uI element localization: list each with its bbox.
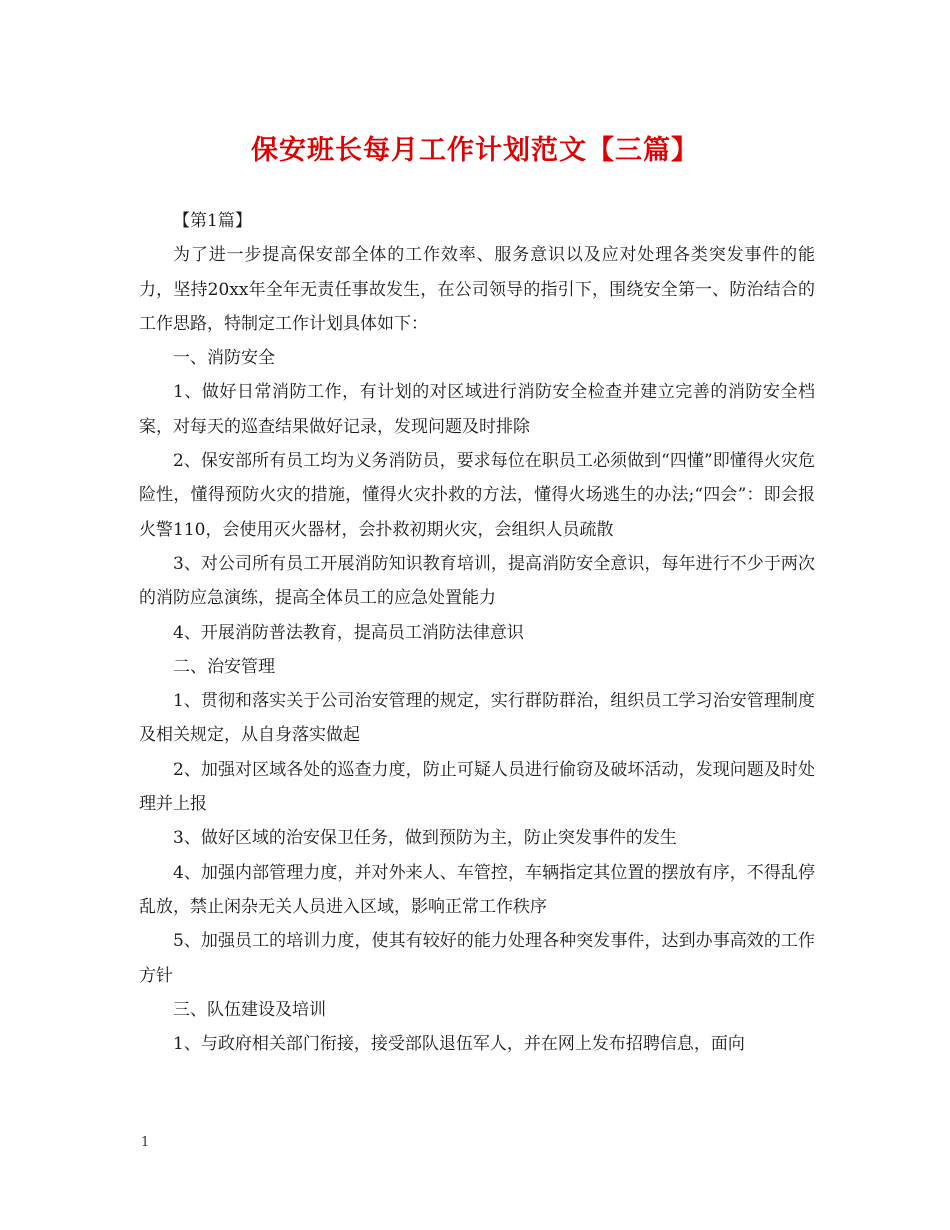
page-number: 1 [141, 1135, 150, 1150]
document-body [139, 204, 815, 1061]
list-item: 4、开展消防普法教育，提高员工消防法律意识 [173, 622, 524, 643]
section-heading: 【第1篇】 [173, 211, 252, 231]
list-item: 1、与政府相关部门衔接，接受部队退伍军人，并在网上发布招聘信息，面向 [173, 1034, 745, 1055]
section-heading: 二、治安管理 [173, 656, 275, 677]
list-item: 2、加强对区域各处的巡查力度，防止可疑人员进行偷窃及破坏活动，发现问题及时处理并上报 [139, 759, 815, 815]
list-item: 2、保安部所有员工均为义务消防员，要求每位在职员工必须做到“四懂”即懂得火灾危险性，懂得预防火灾的措施，懂得火灾扑救的方法，懂得火场逃生的办法;“四会”：即会报火警110，会使用灭火器材，会扑救初期火灾，会组织人员疏散 [139, 451, 815, 540]
list-item: 5、加强员工的培训力度，使其有较好的能力处理各种突发事件，达到办事高效的工作方针 [139, 931, 815, 986]
list-item: 1、贯彻和落实关于公司治安管理的规定，实行群防群治，组织员工学习治安管理制度及相关规定，从自身落实做起 [139, 691, 815, 746]
list-item: 1、做好日常消防工作，有计划的对区域进行消防安全检查并建立完善的消防安全档案，对每天的巡查结果做好记录，发现问题及时排除 [139, 382, 815, 437]
list-item: 3、对公司所有员工开展消防知识教育培训，提高消防安全意识，每年进行不少于两次的消防应急演练，提高全体员工的应急处置能力 [139, 553, 815, 609]
page-title: 保安班长每月工作计划范文【三篇】 [251, 135, 699, 166]
list-item: 4、加强内部管理力度，并对外来人、车管控，车辆指定其位置的摆放有序，不得乱停乱放，禁止闲杂无关人员进入区域，影响正常工作秩序 [139, 862, 815, 917]
list-item: 3、做好区域的治安保卫任务，做到预防为主，防止突发事件的发生 [173, 828, 677, 849]
section-heading: 一、消防安全 [173, 348, 275, 369]
section-heading: 三、队伍建设及培训 [173, 999, 326, 1020]
intro-paragraph: 为了进一步提高保安部全体的工作效率、服务意识以及应对处理各类突发事件的能力，坚持20xx年全年无责任事故发生，在公司领导的指引下，围绕安全第一、防治结合的工作思路，特制定工作计划具体如下： [139, 245, 815, 334]
